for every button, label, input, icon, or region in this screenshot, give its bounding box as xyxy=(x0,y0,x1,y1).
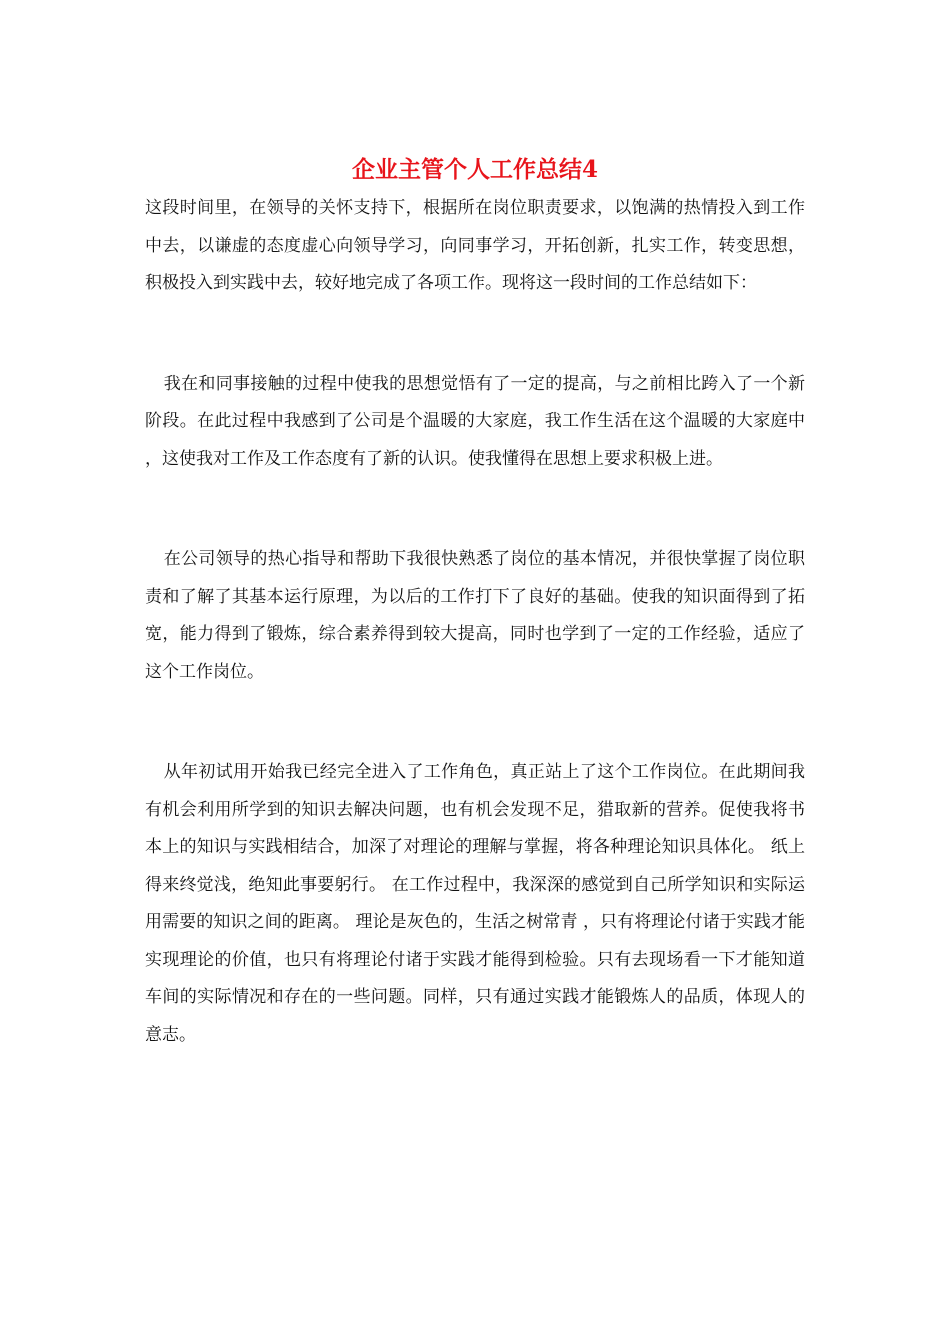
paragraph-gap xyxy=(145,478,805,541)
paragraph-guidance: 在公司领导的热心指导和帮助下我很快熟悉了岗位的基本情况，并很快掌握了岗位职责和了解了其基本运行原理，为以后的工作打下了良好的基础。使我的知识面得到了拓宽，能力得到了锻炼，综合素养得到较大提高，同时也学到了一定的工作经验，适应了这个工作岗位。 xyxy=(145,549,805,682)
document-title: 企业主管个人工作总结4 xyxy=(351,156,598,183)
paragraph-gap xyxy=(145,303,805,366)
paragraph-practice: 从年初试用开始我已经完全进入了工作角色，真正站上了这个工作岗位。在此期间我有机会利用所学到的知识去解决问题，也有机会发现不足，猎取新的营养。促使我将书本上的知识与实践相结合，加深了对理论的理解与掌握，将各种理论知识具体化。 纸上得来终觉浅，绝知此事要躬行。 在工作过程中，我深深的感觉到自己所学知识和实际运用需要的知识之间的距离。 理论是灰色的，生活之树常青 ，只有将理论付诸于实践才能实现理论的价值，也只有将理论付诸于实践才能得到检验。只有去现场看一下才能知道车间的实际情况和存在的一些问题。同样，只有通过实践才能锻炼人的品质，体现人的意志。 xyxy=(145,762,805,1045)
paragraph-intro: 这段时间里，在领导的关怀支持下，根据所在岗位职责要求，以饱满的热情投入到工作中去，以谦虚的态度虚心向领导学习，向同事学习，开拓创新，扎实工作，转变思想，积极投入到实践中去，较好地完成了各项工作。现将这一段时间的工作总结如下： xyxy=(145,198,805,293)
paragraph-thinking: 我在和同事接触的过程中使我的思想觉悟有了一定的提高，与之前相比跨入了一个新阶段。在此过程中我感到了公司是个温暖的大家庭，我工作生活在这个温暖的大家庭中，这使我对工作及工作态度有了新的认识。使我懂得在思想上要求积极上进。 xyxy=(145,373,805,469)
paragraph-gap xyxy=(145,691,805,754)
document-body xyxy=(145,190,805,1054)
